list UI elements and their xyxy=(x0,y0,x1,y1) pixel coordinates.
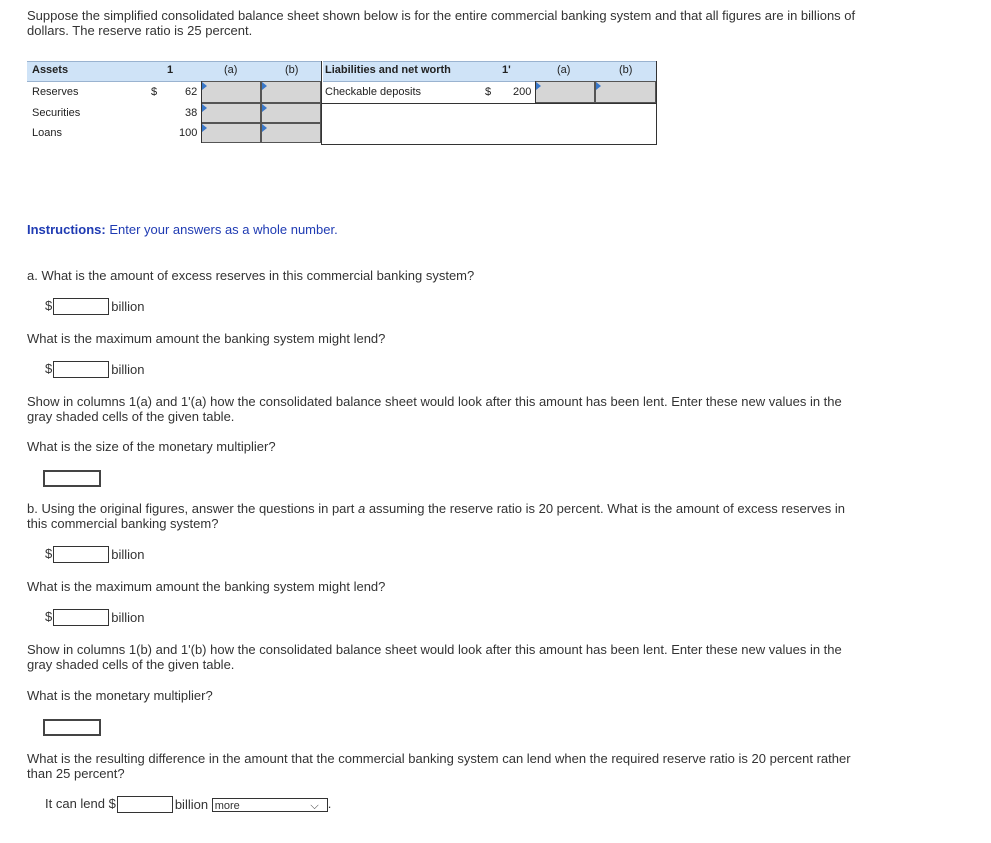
securities-1a-input[interactable] xyxy=(201,103,261,123)
col-1p-header: 1' xyxy=(502,64,511,76)
dollar-sign: $ xyxy=(45,298,53,313)
unit-label: billion xyxy=(111,362,145,378)
lend-prefix: It can lend $ xyxy=(45,796,116,811)
dollar-sign: $ xyxy=(45,609,53,624)
answer-row xyxy=(45,609,144,626)
reserves-1b-input[interactable] xyxy=(261,81,321,103)
row-value-reserves: 62 xyxy=(185,86,198,98)
row-currency-reserves: $ xyxy=(151,86,158,98)
unit-label: billion xyxy=(111,299,145,315)
dollar-sign: $ xyxy=(45,546,53,561)
answer-row xyxy=(45,546,144,563)
instructions-label: Instructions: xyxy=(27,222,106,237)
part-b-excess-input[interactable] xyxy=(53,546,109,563)
col-bp-header: (b) xyxy=(619,64,633,76)
row-value-deposits: 200 xyxy=(513,86,532,98)
securities-1b-input[interactable] xyxy=(261,103,321,123)
part-a-question-lend: What is the maximum amount the banking system might lend? xyxy=(27,331,386,346)
table-border xyxy=(321,144,657,145)
difference-answer-row xyxy=(45,796,331,813)
row-label-checkable-deposits: Checkable deposits xyxy=(325,86,422,98)
select-value: more xyxy=(214,799,240,812)
row-value-securities: 38 xyxy=(185,107,198,119)
chevron-down-icon: ⌵ xyxy=(310,799,319,812)
col-b-header: (b) xyxy=(285,64,299,76)
part-b-show-instructions: Show in columns 1(b) and 1'(b) how the consolidated balance sheet would look after this amount has been lent. Enter these new values in the gray shaded cells of the given table. xyxy=(27,642,842,672)
assets-header-row xyxy=(27,61,321,82)
col-a-header: (a) xyxy=(224,64,238,76)
table-border xyxy=(321,103,657,104)
part-b-lend-input[interactable] xyxy=(53,609,109,626)
balance-sheet-table xyxy=(27,61,657,145)
part-b-question-multiplier: What is the monetary multiplier? xyxy=(27,688,213,703)
reserves-1a-input[interactable] xyxy=(201,81,261,103)
row-currency-deposits: $ xyxy=(485,86,492,98)
liabilities-header: Liabilities and net worth xyxy=(325,64,451,76)
difference-question: What is the resulting difference in the amount that the commercial banking system can lend when the required reserve ratio is 20 percent rather than 25 percent? xyxy=(27,751,851,781)
deposits-1pb-input[interactable] xyxy=(595,81,656,103)
unit-label: billion xyxy=(111,610,145,626)
answer-row xyxy=(45,361,144,378)
col-ap-header: (a) xyxy=(557,64,571,76)
instructions-text: Enter your answers as a whole number. xyxy=(105,222,338,237)
problem-intro: Suppose the simplified consolidated balance sheet shown below is for the entire commercial banking system and that all figures are in billions of dollars. The reserve ratio is 25 percent. xyxy=(27,8,856,38)
row-label-loans: Loans xyxy=(32,127,62,139)
part-b-question-excess: b. Using the original figures, answer the questions in part a assuming the reserve ratio is 20 percent. What is the amount of excess reserves in this commercial banking system? xyxy=(27,501,845,531)
deposits-1pa-input[interactable] xyxy=(535,81,595,103)
part-b-question-lend: What is the maximum amount the banking system might lend? xyxy=(27,579,386,594)
part-b-multiplier-input[interactable] xyxy=(43,719,101,736)
part-a-multiplier-input[interactable] xyxy=(43,470,101,487)
answer-row xyxy=(45,298,144,315)
row-label-reserves: Reserves xyxy=(32,86,79,98)
unit-label: billion xyxy=(111,547,145,563)
sentence-end: . xyxy=(327,796,332,811)
part-a-question-excess: a. What is the amount of excess reserves in this commercial banking system? xyxy=(27,268,475,283)
more-less-select[interactable] xyxy=(212,798,328,812)
row-value-loans: 100 xyxy=(179,127,198,139)
loans-1a-input[interactable] xyxy=(201,123,261,143)
difference-amount-input[interactable] xyxy=(117,796,173,813)
part-a-question-multiplier: What is the size of the monetary multiplier? xyxy=(27,439,276,454)
instructions xyxy=(27,222,338,237)
table-border xyxy=(201,81,202,143)
part-a-show-instructions: Show in columns 1(a) and 1'(a) how the consolidated balance sheet would look after this amount has been lent. Enter these new values in the gray shaded cells of the given table. xyxy=(27,394,842,424)
part-a-lend-input[interactable] xyxy=(53,361,109,378)
dollar-sign: $ xyxy=(45,361,53,376)
part-a-excess-input[interactable] xyxy=(53,298,109,315)
table-border xyxy=(535,81,536,103)
col-1-header: 1 xyxy=(167,64,174,76)
unit-label: billion xyxy=(174,797,209,813)
row-label-securities: Securities xyxy=(32,107,81,119)
assets-header: Assets xyxy=(32,64,69,76)
loans-1b-input[interactable] xyxy=(261,123,321,143)
